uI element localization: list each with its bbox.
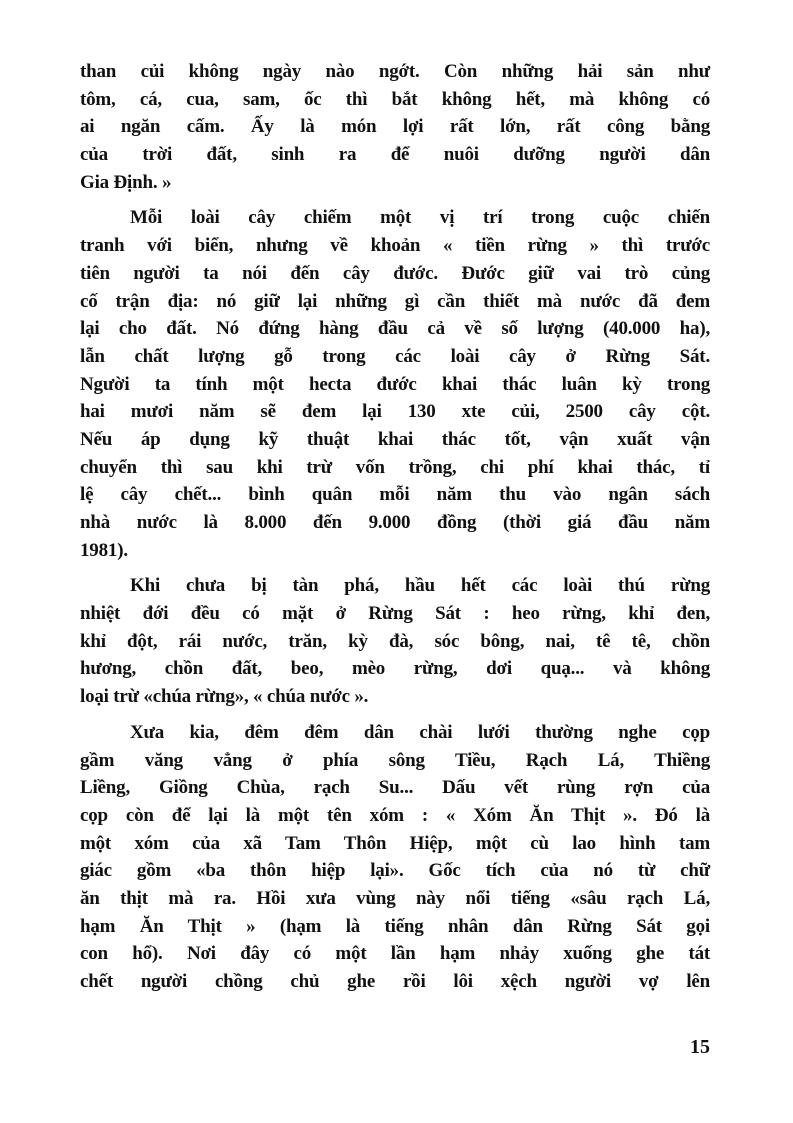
text-line: chuyển thì sau khi trừ vốn trồng, chi phí khai thác, tỉ <box>80 456 710 478</box>
text-line: than củi không ngày nào ngớt. Còn những hải sản như <box>80 61 710 82</box>
page-text <box>80 58 710 996</box>
text-line: gầm văng vẳng ở phía sông Tiều, Rạch Lá, Thiềng <box>80 749 710 771</box>
paragraph <box>80 719 710 996</box>
paragraph-gap <box>80 564 710 572</box>
text-line: ai ngăn cấm. Ấy là món lợi rất lớn, rất công bằng <box>80 116 710 138</box>
text-line: lệ cây chết... bình quân mỗi năm thu vào ngân sách <box>80 484 710 506</box>
text-line: ăn thịt mà ra. Hồi xưa vùng này nổi tiếng «sâu rạch Lá, <box>80 887 710 909</box>
text-line: tôm, cá, cua, sam, ốc thì bắt không hết, mà không có <box>80 88 710 110</box>
text-line: một xóm của xã Tam Thôn Hiệp, một cù lao hình tam <box>80 832 710 854</box>
text-line: 1981). <box>80 539 128 561</box>
text-line: Liềng, Giồng Chùa, rạch Su... Dấu vết rùng rợn của <box>80 777 710 799</box>
text-line: cọp còn để lại là một tên xóm : « Xóm Ăn Thịt ». Đó là <box>80 804 710 826</box>
text-line: Mỗi loài cây chiếm một vị trí trong cuộc chiến <box>130 207 710 229</box>
text-line: hai mươi năm sẽ đem lại 130 xte củi, 2500 cây cột. <box>80 401 710 423</box>
text-line: hạm Ăn Thịt » (hạm là tiếng nhân dân Rừng Sát gọi <box>80 915 710 937</box>
text-line: tiên người ta nói đến cây đước. Đước giữ vai trò củng <box>80 262 710 284</box>
text-line: Khi chưa bị tàn phá, hầu hết các loài thú rừng <box>130 575 710 597</box>
text-line: con hổ). Nơi đây có một lần hạm nhảy xuống ghe tát <box>80 943 710 965</box>
page-number: 15 <box>690 1036 710 1058</box>
text-line: của trời đất, sinh ra để nuôi dưỡng người dân <box>80 144 710 166</box>
paragraph <box>80 58 710 196</box>
text-line: tranh với biển, nhưng về khoản « tiền rừng » thì trước <box>80 235 710 257</box>
paragraph-gap <box>80 711 710 719</box>
text-line: lẫn chất lượng gỗ trong các loài cây ở Rừng Sát. <box>80 345 710 367</box>
text-line: Xưa kia, đêm đêm dân chài lưới thường nghe cọp <box>130 721 710 743</box>
text-line: chết người chồng chủ ghe rồi lôi xệch người vợ lên <box>80 971 710 992</box>
text-line: lại cho đất. Nó đứng hàng đầu cả về số lượng (40.000 ha), <box>80 318 710 340</box>
text-line: Người ta tính một hecta đước khai thác luân kỳ trong <box>80 373 710 395</box>
text-line: Gia Định. » <box>80 171 172 193</box>
text-line: giác gồm «ba thôn hiệp lại». Gốc tích của nó từ chữ <box>80 860 710 882</box>
text-line: Nếu áp dụng kỹ thuật khai thác tốt, vận xuất vận <box>80 428 710 450</box>
text-line: khỉ đột, rái nước, trăn, kỳ đà, sóc bông, nai, tê tê, chồn <box>80 630 710 652</box>
text-line: nhiệt đới đều có mặt ở Rừng Sát : heo rừng, khỉ đen, <box>80 603 710 625</box>
paragraph <box>80 204 710 564</box>
text-line: nhà nước là 8.000 đến 9.000 đồng (thời giá đầu năm <box>80 512 710 533</box>
paragraph-gap <box>80 196 710 204</box>
text-line: loại trừ «chúa rừng», « chúa nước ». <box>80 686 369 708</box>
text-line: hương, chồn đất, beo, mèo rừng, dơi quạ... và không <box>80 658 710 680</box>
text-line: cố trận địa: nó giữ lại những gì cần thiết mà nước đã đem <box>80 290 710 312</box>
paragraph <box>80 572 710 710</box>
